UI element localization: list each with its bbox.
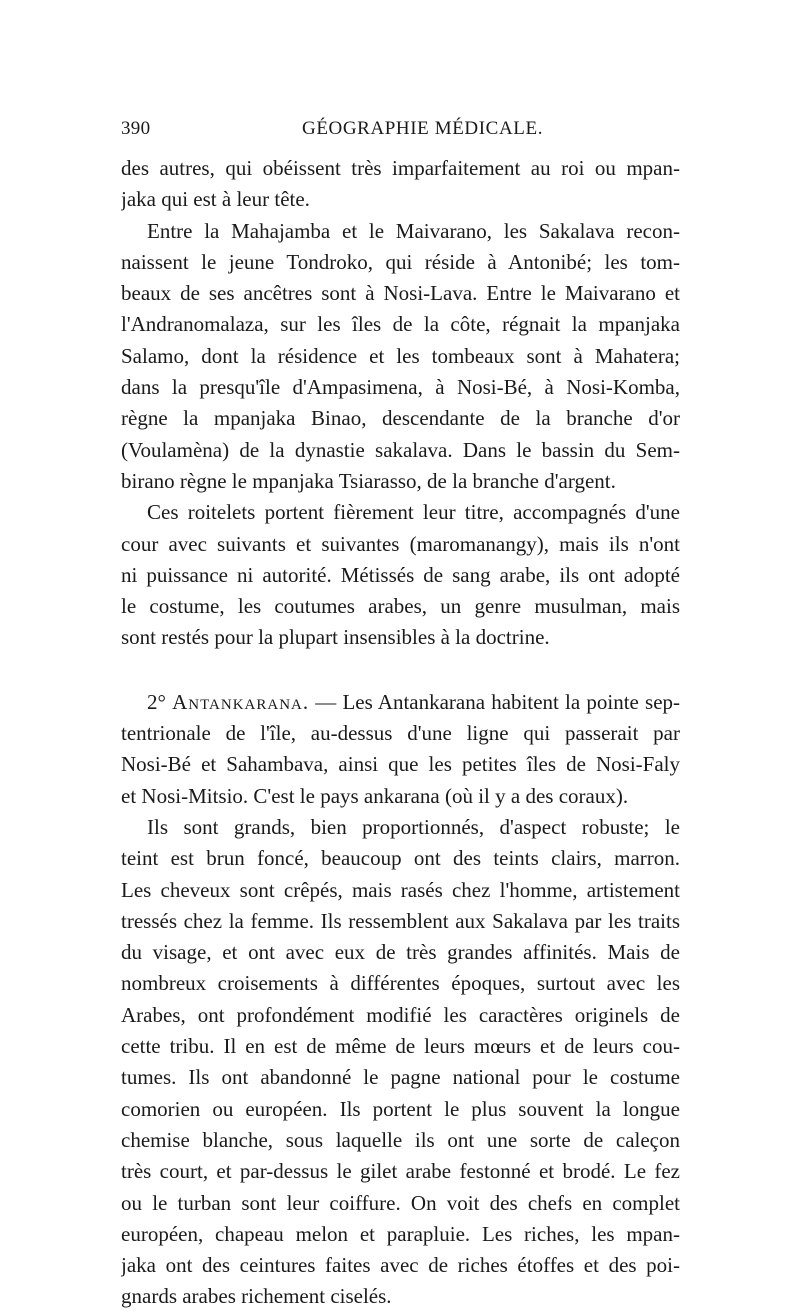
text-line: jaka qui est à leur tête. xyxy=(121,187,310,212)
text-line: sont restés pour la plupart insensibles à la doctrine. xyxy=(121,625,550,650)
text-line: européen, chapeau melon et parapluie. Les riches, les mpan- xyxy=(121,1221,680,1246)
text-line: nombreux croisements à différentes époques, surtout avec les xyxy=(121,971,680,996)
text-line: Nosi-Bé et Sahambava, ainsi que les petites îles de Nosi-Faly xyxy=(121,752,680,777)
section-number: 2° xyxy=(147,689,166,714)
running-title: GÉOGRAPHIE MÉDICALE. xyxy=(302,118,544,139)
text-line: dans la presqu'île d'Ampasimena, à Nosi-Bé, à Nosi-Komba, xyxy=(121,375,680,400)
text-line: Entre la Mahajamba et le Maivarano, les Sakalava recon- xyxy=(147,218,680,243)
section-name: Antankarana. xyxy=(172,689,310,714)
text-line: et Nosi-Mitsio. C'est le pays ankarana (où il y a des coraux). xyxy=(121,783,629,808)
text-line: cour avec suivants et suivantes (maromanangy), mais ils n'ont xyxy=(121,531,680,556)
text-line: Ces roitelets portent fièrement leur titre, accompagnés d'une xyxy=(147,500,680,525)
text-line: ni puissance ni autorité. Métissés de sang arabe, ils ont adopté xyxy=(121,562,680,587)
text-line: Arabes, ont profondément modifié les caractères originels de xyxy=(121,1002,680,1027)
text-line: comorien ou européen. Ils portent le plus souvent la longue xyxy=(121,1096,680,1121)
text-line: des autres, qui obéissent très imparfaitement au roi ou mpan- xyxy=(121,156,680,180)
text-line: du visage, et ont avec eux de très grandes affinités. Mais de xyxy=(121,940,680,965)
page-header xyxy=(121,118,677,142)
text-line: le costume, les coutumes arabes, un genre musulman, mais xyxy=(121,594,680,619)
text-line: tressés chez la femme. Ils ressemblent aux Sakalava par les traits xyxy=(121,908,680,933)
text-line: naissent le jeune Tondroko, qui réside à Antonibé; les tom- xyxy=(121,249,680,274)
text-line: Les cheveux sont crêpés, mais rasés chez l'homme, artistement xyxy=(121,877,680,902)
text-line: birano règne le mpanjaka Tsiarasso, de la branche d'argent. xyxy=(121,468,616,493)
text-line: très court, et par-dessus le gilet arabe festonné et brodé. Le fez xyxy=(121,1159,680,1184)
text-line-fragment: — Les Antankarana habitent la pointe sep- xyxy=(309,689,680,714)
text-line: tentrionale de l'île, au-dessus d'une ligne qui passerait par xyxy=(121,721,680,746)
text-line: beaux de ses ancêtres sont à Nosi-Lava. Entre le Maivarano et xyxy=(121,281,680,306)
text-line: ou le turban sont leur coiffure. On voit des chefs en complet xyxy=(121,1190,680,1215)
text-line: cette tribu. Il en est de même de leurs mœurs et de leurs cou- xyxy=(121,1034,680,1059)
text-line: l'Andranomalaza, sur les îles de la côte, régnait la mpanjaka xyxy=(121,312,680,337)
section-gap xyxy=(121,654,680,687)
text-line: règne la mpanjaka Binao, descendante de la branche d'or xyxy=(121,406,680,431)
text-line: (Voulamèna) de la dynastie sakalava. Dans le bassin du Sem- xyxy=(121,437,680,462)
text-line: tumes. Ils ont abandonné le pagne national pour le costume xyxy=(121,1065,680,1090)
text-line: Ils sont grands, bien proportionnés, d'aspect robuste; le xyxy=(147,814,680,839)
section-heading-line xyxy=(121,687,680,718)
text-line: teint est brun foncé, beaucoup ont des teints clairs, marron. xyxy=(121,846,680,871)
text-line: Salamo, dont la résidence et les tombeaux sont à Mahatera; xyxy=(121,343,680,368)
text-line: jaka ont des ceintures faites avec de riches étoffes et des poi- xyxy=(121,1253,680,1278)
text-line: chemise blanche, sous laquelle ils ont une sorte de caleçon xyxy=(121,1127,680,1152)
body-text xyxy=(121,153,680,1313)
page-number: 390 xyxy=(121,118,151,139)
text-line: gnards arabes richement ciselés. xyxy=(121,1284,392,1309)
